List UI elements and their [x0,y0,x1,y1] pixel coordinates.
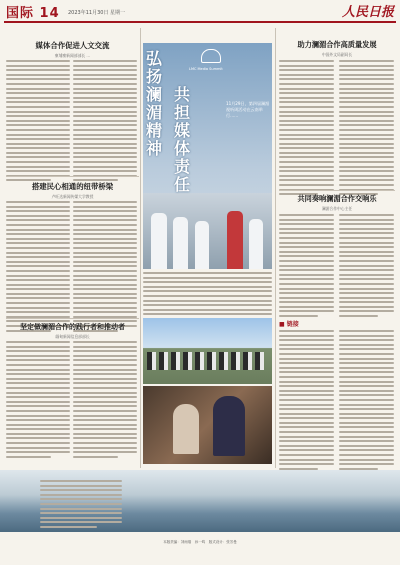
article-1-text-col-2 [73,60,137,184]
article-5-title: 共同奏响澜湄合作交响乐 [297,194,377,203]
column-divider [140,28,141,468]
footer-credits: 本版责编：刘雨瑞 孙一鸣 版式设计：张芳曼 [163,540,237,544]
article-1-title: 媒体合作促进人文交流 [35,41,110,50]
issue-date: 2023年11月30日 星期一 [68,10,126,16]
sidebar-text-col-1 [279,330,334,472]
divider [279,190,395,191]
article-4 [279,40,395,62]
group-photo [143,318,272,384]
section-label: 国际 14 [6,6,60,21]
sidebar-text-col-2 [339,330,394,472]
page-header [0,0,400,22]
article-1-text-col-1 [6,60,70,184]
banner-photo [143,193,272,269]
header-rule [4,21,396,23]
banner-headline-right: 共担媒体责任 [174,85,191,194]
divider [6,176,139,177]
article-5-text-col-1 [279,214,334,320]
divider [6,318,139,319]
lmc-logo-icon [201,49,221,63]
article-4-title: 助力澜湄合作高质量发展 [297,40,377,49]
article-2-byline: 卢旺达新闻传媒大学教授 [51,194,94,199]
article-1-byline: 柬埔寨新闻部部长 … [54,53,91,58]
article-5-byline: 澜湄合作中心主任 [321,206,353,211]
sidebar-title: ■ 链接 [279,321,299,328]
banner-caption-text [143,272,272,323]
article-3-byline: 缅甸新闻信息部部长 [55,334,90,339]
masthead-logo: 人民日报 [341,5,394,20]
quote-block [40,480,122,531]
banner-logo-text: LMC Media Summit [189,67,223,71]
article-5-text-col-2 [339,214,394,320]
article-3-text-col-1 [6,341,70,460]
column-divider [275,28,276,468]
article-3-text-col-2 [73,341,137,460]
article-2-text-col-2 [73,201,137,334]
article-4-byline: 中国外文局副局长 [321,52,353,57]
article-3-title: 坚定做澜湄合作的践行者和推动者 [20,323,125,331]
article-4-text-col-2 [339,60,394,198]
article-5 [279,194,395,216]
banner-headline-left: 弘扬澜湄精神 [146,49,163,158]
article-2-title: 搭建民心相通的纽带桥梁 [31,182,114,191]
article-4-text-col-1 [279,60,334,198]
banner-intro: 11月29日，第四届澜湄视听周活动在云南举行…… [226,101,270,118]
article-2-text-col-1 [6,201,70,334]
interview-photo [143,386,272,464]
